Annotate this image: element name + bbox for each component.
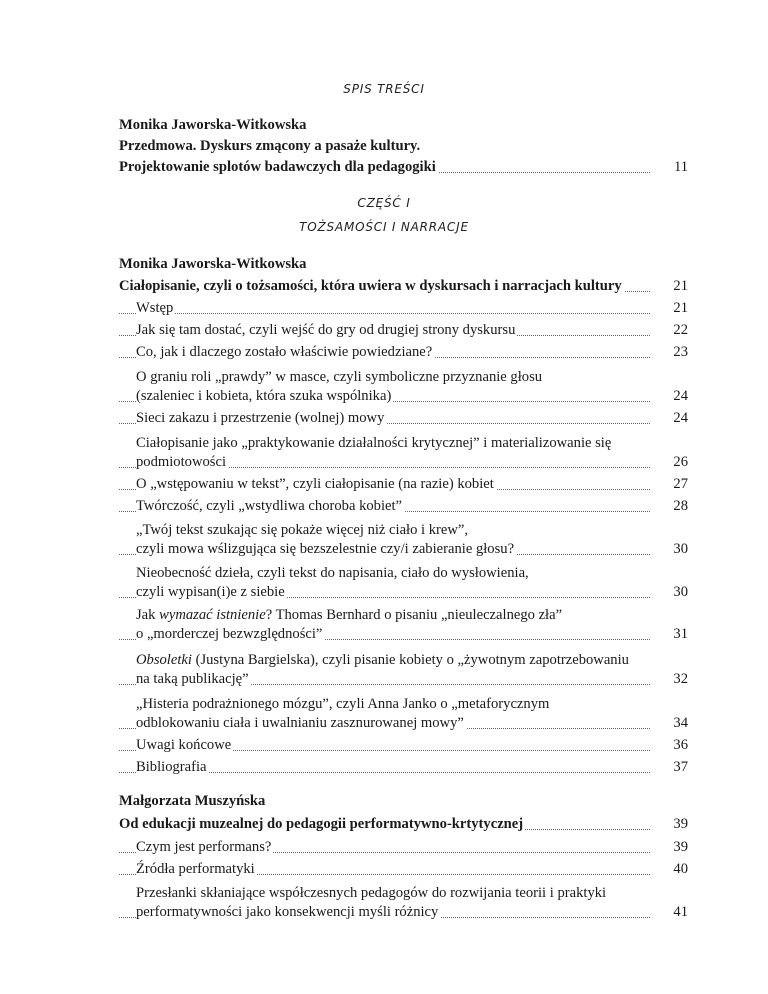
toc-entry-text: podmiotowości [136,454,226,470]
toc-entry[interactable] [119,320,688,340]
page-number: 39 [673,839,688,855]
toc-entry-text: O graniu roli „prawdy” w masce, czyli symboliczne przyznanie głosu [136,369,543,385]
toc-entry[interactable] [119,452,688,472]
toc-entry-text: Sieci zakazu i przestrzenie (wolnej) mowy [136,410,385,426]
page-number: 11 [673,159,688,175]
page-number: 32 [673,671,688,687]
page-number: 22 [673,322,688,338]
toc-entry[interactable] [119,713,688,733]
toc-entry[interactable] [119,474,688,494]
toc-entry-text: Źródła performatyki [136,861,255,877]
toc-entry-text: Wstęp [136,300,174,316]
toc-entry-text: Ciałopisanie jako „praktykowanie działalności krytycznej” i materializowanie się [136,435,612,451]
toc-entry-text: Nieobecność dzieła, czyli tekst do napisania, ciało do wysłowienia, [136,565,529,581]
toc-entry-text: Przedmowa. Dyskurs zmącony a pasaże kultury. [119,138,421,154]
leader-dots [119,313,650,314]
toc-entry-text: Co, jak i dlaczego zostało właściwie powiedziane? [136,344,433,360]
page-number: 30 [673,584,688,600]
page-number: 27 [673,476,688,492]
page-number: 30 [673,541,688,557]
toc-entry[interactable] [119,837,688,857]
author-name: Monika Jaworska-Witkowska [119,256,307,272]
toc-entry-text: Jak wymazać istnienie? Thomas Bernhard o pisaniu „nieuleczalnego zła” [136,607,563,623]
toc-entry[interactable] [119,582,688,602]
page-number: 31 [673,626,688,642]
toc-entry[interactable] [119,757,688,777]
page-number: 24 [673,410,688,426]
toc-entry-text: O „wstępowaniu w tekst”, czyli ciałopisanie (na razie) kobiet [136,476,494,492]
toc-entry[interactable] [119,814,688,834]
toc-entry[interactable] [119,342,688,362]
toc-entry-text: czyli wypisan(i)e z siebie [136,584,285,600]
page-number: 24 [673,388,688,404]
toc-entry-text: Bibliografia [136,759,207,775]
toc-entry[interactable] [119,276,688,296]
page-number: 37 [673,759,688,775]
toc-entry-text: odblokowaniu ciała i uwalnianiu zasznurowanej mowy” [136,715,464,731]
page-number: 41 [673,904,688,920]
page-number: 28 [673,498,688,514]
toc-entry-text: performatywności jako konsekwencji myśli różnicy [136,904,439,920]
toc-entry-text: o „morderczej bezwzględności” [136,626,323,642]
toc-entry[interactable] [119,386,688,406]
toc-title: SPIS TREŚCI [343,82,425,96]
toc-entry-text: Od edukacji muzealnej do pedagogii performatywno-krtytycznej [119,816,524,832]
page-number: 34 [673,715,688,731]
toc-entry[interactable] [119,157,688,177]
toc-entry-text: Jak się tam dostać, czyli wejść do gry od drugiej strony dyskursu [136,322,516,338]
toc-entry-text: Projektowanie splotów badawczych dla pedagogiki [119,159,436,175]
toc-entry-text: Czym jest performans? [136,839,272,855]
toc-entry[interactable] [119,298,688,318]
toc-entry-text: Przesłanki skłaniające współczesnych pedagogów do rozwijania teorii i praktyki [136,885,607,901]
page-number: 26 [673,454,688,470]
toc-entry-text: czyli mowa wślizgująca się bezszelestnie czy/i zabieranie głosu? [136,541,515,557]
toc-entry-text: Ciałopisanie, czyli o tożsamości, która uwiera w dyskursach i narracjach kultury [119,278,622,294]
toc-entry-text: „Histeria podrażnionego mózgu”, czyli Anna Janko o „metaforycznym [136,696,550,712]
page-number: 23 [673,344,688,360]
toc-entry[interactable] [119,408,688,428]
author-name: Małgorzata Muszyńska [119,793,266,809]
toc-entry-text: Uwagi końcowe [136,737,232,753]
toc-entry[interactable] [119,669,688,689]
toc-entry-text: „Twój tekst szukając się pokaże więcej niż ciało i krew”, [136,522,469,538]
page-number: 40 [673,861,688,877]
page-number: 21 [673,300,688,316]
toc-entry[interactable] [119,902,688,922]
page-number: 21 [673,278,688,294]
toc-entry[interactable] [119,859,688,879]
author-name: Monika Jaworska-Witkowska [119,117,307,133]
toc-entry[interactable] [119,496,688,516]
page-number: 39 [673,816,688,832]
part-heading: CZĘŚĆ I [357,196,411,210]
toc-entry[interactable] [119,539,688,559]
toc-entry-text: (szaleniec i kobieta, która szuka wspólnika) [136,388,392,404]
toc-entry-text: Twórczość, czyli „wstydliwa choroba kobiet” [136,498,403,514]
toc-entry-text: Obsoletki (Justyna Bargielska), czyli pisanie kobiety o „żywotnym zapotrzebowaniu [136,652,629,668]
page-number: 36 [673,737,688,753]
toc-entry[interactable] [119,624,688,644]
toc-entry-text: na taką publikację” [136,671,249,687]
toc-entry[interactable] [119,735,688,755]
part-subheading: TOŻSAMOŚCI I NARRACJE [299,220,469,234]
